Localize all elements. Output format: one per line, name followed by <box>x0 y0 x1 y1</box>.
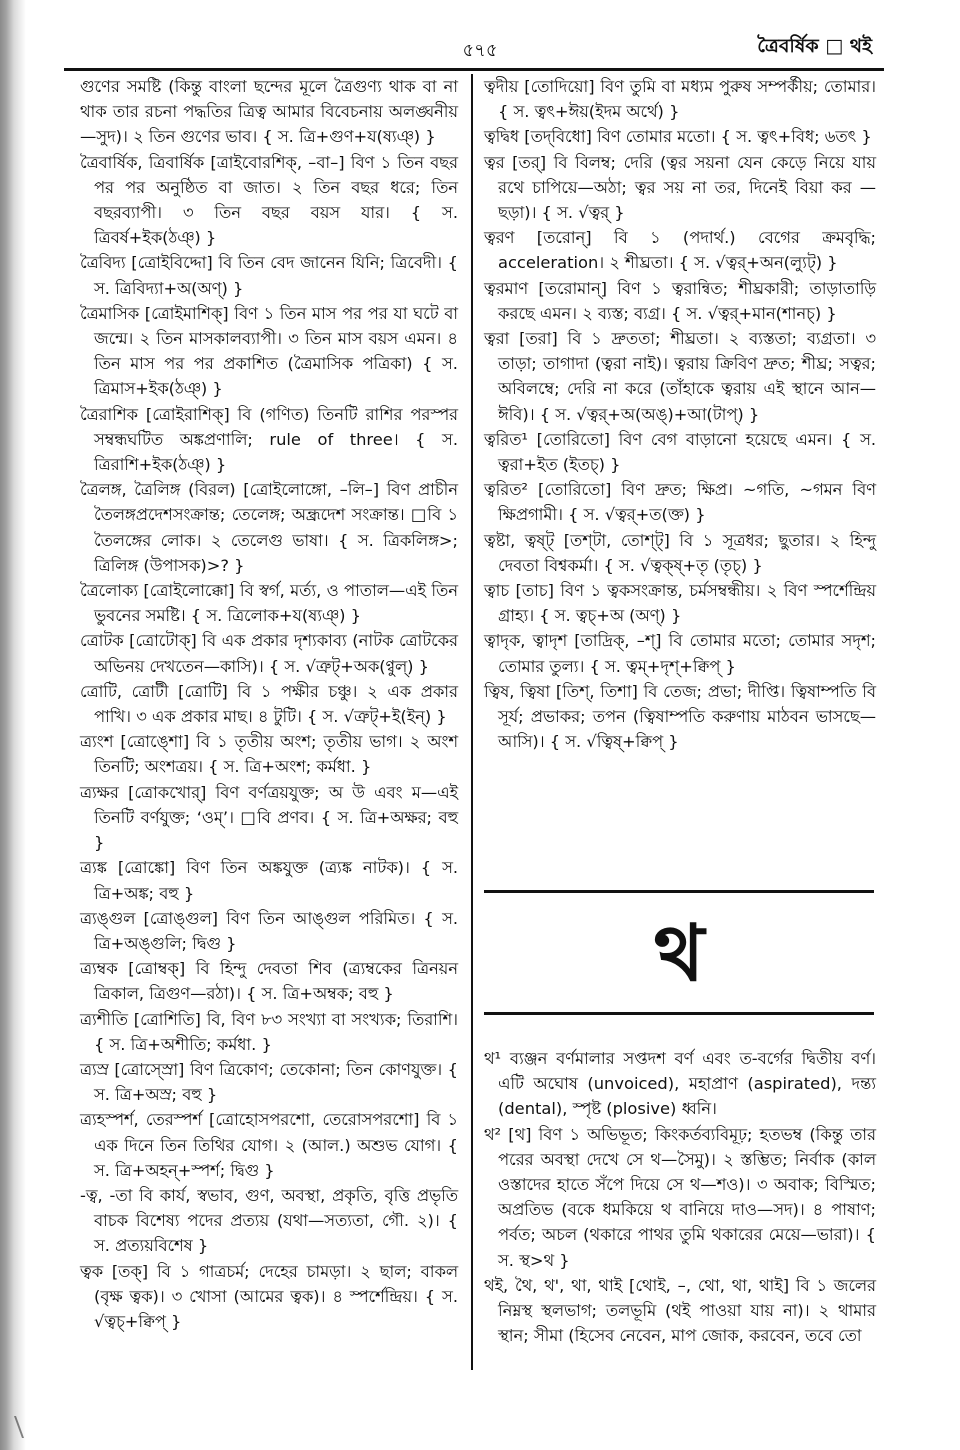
entry: থই, থৈ, থ', থা, থাই [থোই, –, থো, থা, থাই] বি ১ জলের নিম্নস্থ স্থলভাগ; তলভূমি (থই পাওয়া যায় না)। ২ থামার স্থান; সীমা (হিসেব নেবেন, মাপ জোক, করবেন, তবে তো <box>484 1275 876 1346</box>
entry: -ত্ব, -তা বি কার্য, স্বভাব, গুণ, অবস্থা, প্রকৃতি, বৃত্তি প্রভৃতি বাচক বিশেষ্য পদের প্রত্যয় (যথা—সত্যতা, গৌ. ২)। { স. প্রত্যয়বিশেষ } <box>80 1185 458 1256</box>
running-head: ত্রৈবর্ষিক □ থই <box>757 35 872 57</box>
right-column-upper <box>484 74 876 754</box>
entry: ত্বদীয় [তোদিয়ো] বিণ তুমি বা মধ্যম পুরুষ সম্পর্কীয়; তোমার। { স. ত্বৎ+ঈয়(ইদম অর্থে) } <box>484 77 876 122</box>
entry: ত্বরা [তরা] বি ১ দ্রুততা; শীঘ্রতা। ২ ব্যস্ততা; ব্যগ্রতা। ৩ তাড়া; তাগাদা (ত্বরা নাই)। ত্বরায় ক্রিবিণ দ্রুত; শীঘ্র; সত্বর; অবিলম্বে; দেরি না করে (তাঁহাকে ত্বরায় এই স্থানে আন—ঈবি)। { স. √ত্বর্+অ(অঙ্)+আ(টাপ্) } <box>484 329 876 424</box>
entry: ত্র্যশীতি [ত্রোশিতি] বি, বিণ ৮৩ সংখ্যা বা সংখ্যক; তিরাশি। { স. ত্রি+অশীতি; কর্মধা. } <box>80 1009 458 1054</box>
section-rule-top <box>484 890 874 893</box>
entry: ত্রৈবিদ্য [ত্রোইবিদ্দো] বি তিন বেদ জানেন যিনি; ত্রিবেদী। { স. ত্রিবিদ্যা+অ(অণ্) } <box>80 253 458 298</box>
entry: ত্বক [তক্] বি ১ গাত্রচর্ম; দেহের চামড়া। ২ ছাল; বাকল (বৃক্ষ ত্বক)। ৩ খোসা (আমের ত্বক)। ৪ স্পর্শেন্দ্রিয়। { স. √ত্বচ্+ক্বিপ্ } <box>80 1261 458 1331</box>
page-header <box>0 30 960 64</box>
header-rule <box>64 68 884 71</box>
entry: ত্বাচ [তাচ] বিণ ১ ত্বকসংক্রান্ত, চর্মসম্বন্ধীয়। ২ বিণ স্পর্শেন্দ্রিয় গ্রাহ্য। { স. ত্বচ্+অ (অণ্) } <box>484 581 876 626</box>
entry: ত্রৈলোক্য [ত্রোইলোক্কো] বি স্বর্গ, মর্ত্য, ও পাতাল—এই তিন ভুবনের সমষ্টি। { স. ত্রিলোক+য(ষ্যঞ্) } <box>80 581 458 626</box>
entry: ত্বর [তর্] বি বিলম্ব; দেরি (ত্বর সয়না যেন কেড়ে নিয়ে যায় রথে চাপিয়ে—অঠা; ত্বর সয় না তর, দিনেই বিয়া কর —ছড়া)। { স. √ত্বর্ } <box>484 152 876 223</box>
entry: গুণের সমষ্টি (কিন্তু বাংলা ছন্দের মূলে ত্রৈগুণ্য থাক বা না থাক তার রচনা পদ্ধতির ত্রিত্ব আমার বিবেচনায় অলঙ্ঘনীয়—সুদ)। ২ তিন গুণের ভাব। { স. ত্রি+গুণ+য(ষ্যঞ্) } <box>80 77 458 147</box>
entry: ত্রোটক [ত্রোটোক্] বি এক প্রকার দৃশ্যকাব্য (নাটক ত্রোটকের অভিনয় দেখতেন—কাসি)। { স. √ত্রুট্+অক(ণ্বুল্) } <box>80 631 458 676</box>
entry: ত্রৈরাশিক [ত্রোইরাশিক্] বি (গণিত) তিনটি রাশির পরস্পর সম্বন্ধঘটিত অঙ্কপ্রণালি; rule of three। { স. ত্রিরাশি+ইক(ঠঞ্) } <box>80 404 458 475</box>
entry: ত্রৈলঙ্গ, ত্রৈলিঙ্গ (বিরল) [ত্রোইলোঙ্গো, –লি–] বিণ প্রাচীন তৈলঙ্গপ্রদেশসংক্রান্ত; তেলেঙ্গ; অন্ধ্রদেশ সংক্রান্ত। □বি ১ তৈলঙ্গের লোক। ২ তেলেগু ভাষা। { স. ত্রিকলিঙ্গ>; ত্রিলিঙ্গ (উপাসক)>? } <box>80 480 458 575</box>
entry: ত্র্যক্ষর [ত্রোকখোর্] বিণ বর্ণত্রয়যুক্ত; অ উ এবং ম—এই তিনটি বর্ণযুক্ত; ‘ওম্’। □বি প্রণব। { স. ত্রি+অক্ষর; বহু } <box>80 782 458 853</box>
section-letter: থ <box>653 909 705 999</box>
entry: ত্রৈমাসিক [ত্রোইমাশিক্] বিণ ১ তিন মাস পর পর যা ঘটে বা জন্মে। ২ তিন মাসকালব্যাপী। ৩ তিন মাস বয়স এমন। ৪ তিন মাস পর পর প্রকাশিত (ত্রৈমাসিক পত্রিকা) { স. ত্রিমাস+ইক(ঠঞ্) } <box>80 303 458 399</box>
scan-shadow-edge <box>0 0 26 1450</box>
column-divider <box>471 74 473 1370</box>
entry: ত্রৈবার্ষিক, ত্রিবার্ষিক [ত্রাইবোরশিক্, –বা–] বিণ ১ তিন বছর পর পর অনুষ্ঠিত বা জাত। ২ তিন বছর ধরে; তিন বছরব্যাপী। ৩ তিন বছর বয়স যার। { স. ত্রিবর্ষ+ইক(ঠঞ্) } <box>80 152 458 248</box>
entry: ত্বদ্বিধ [তদ্‌বিধো] বিণ তোমার মতো। { স. ত্বৎ+বিধ; ৬তৎ } <box>484 127 872 147</box>
entry: থ¹ ব্যঞ্জন বর্ণমালার সপ্তদশ বর্ণ এবং ত-বর্গের দ্বিতীয় বর্ণ। এটি অঘোষ (unvoiced), মহাপ্রাণ (aspirated), দন্ত্য (dental), স্পৃষ্ট (plosive) ধ্বনি। <box>484 1049 876 1119</box>
entry: ত্বরণ [তরোন্] বি ১ (পদার্থ.) বেগের ক্রমবৃদ্ধি; acceleration। ২ শীঘ্রতা। { স. √ত্বর্+অন(ল্যুট্) } <box>484 228 876 273</box>
entry: ত্র্যহস্পর্শ, তেরস্পর্শ [ত্রোহোসপরশো, তেরোসপরশো] বি ১ এক দিনে তিন তিথির যোগ। ২ (আল.) অশুভ যোগ। { স. ত্রি+অহন্+স্পর্শ; দ্বিগু } <box>80 1110 458 1180</box>
entry: ত্র্যম্বক [ত্রোম্বক্] বি হিন্দু দেবতা শিব (ত্র্যম্বকের ত্রিনয়ন ত্রিকাল, ত্রিগুণ—রঠা)। { স. ত্রি+অম্বক; বহু } <box>80 959 458 1004</box>
left-column <box>80 74 458 1334</box>
right-column-lower <box>484 1046 876 1348</box>
entry: ত্বাদৃক, ত্বাদৃশ [তাদ্রিক্, –শ্] বি তোমার মতো; তোমার সদৃশ; তোমার তুল্য। { স. ত্বম্+দৃশ্+ক্বিপ্ } <box>484 631 876 676</box>
entry: ত্বরিত² [তোরিতো] বিণ দ্রুত; ক্ষিপ্র। ~গতি, ~গমন বিণ ক্ষিপ্রগামী। { স. √ত্বর্+ত(ক্ত) } <box>484 480 876 525</box>
entry: ত্রোটি, ত্রোটী [ত্রোটি] বি ১ পক্ষীর চঞ্চু। ২ এক প্রকার পাখি। ৩ এক প্রকার মাছ। ৪ টুটি। { স. √ত্রুট্+ই(ইন্) } <box>80 681 458 727</box>
section-letter-block <box>484 890 876 1016</box>
entry: থ² [থ] বিণ ১ অভিভূত; কিংকর্তব্যবিমূঢ়; হতভম্ব (কিন্তু তার পরের অবস্থা দেখে সে থ—সৈমু)। ২ স্তম্ভিত; নির্বাক (কাল ওস্তাদের হাতে সঁপে দিয়ে সে থ—শও)। ৩ অবাক; বিস্মিত; অপ্রতিভ (বকে ধমকিয়ে থ বানিয়ে দাও—সদ)। ৪ পাষাণ; পর্বত; অচল (থকারে পাথর তুমি থকারের মেয়ে—ভারা)। { স. স্থ>থ } <box>484 1124 876 1270</box>
page-number: ৫৭৫ <box>462 40 498 61</box>
entry: ত্র্যংশ [ত্রোঙ্শো] বি ১ তৃতীয় অংশ; তৃতীয় ভাগ। ২ অংশ তিনটি; অংশত্রয়। { স. ত্রি+অংশ; কর্মধা. } <box>80 732 458 777</box>
entry: ত্র্যঙ্ক [ত্রোঙ্কো] বিণ তিন অঙ্কযুক্ত (ত্র্যঙ্ক নাটক)। { স. ত্রি+অঙ্ক; বহু } <box>80 858 458 903</box>
entry: ত্বরমাণ [তরোমান্] বিণ ১ ত্বরান্বিত; শীঘ্রকারী; তাড়াতাড়ি করছে এমন। ২ ব্যস্ত; ব্যগ্র। { স. √ত্বর্+মান(শানচ্) } <box>484 278 876 323</box>
section-rule-bottom <box>484 1012 874 1015</box>
entry: ত্বিষ, ত্বিষা [তিশ্, তিশা] বি তেজ; প্রভা; দীপ্তি। ত্বিষাম্পতি বি সূর্য; প্রভাকর; তপন (ত্বিষাম্পতি করুণায় মাঠবন ভাসছে—আসি)। { স. √ত্বিষ্+ক্বিপ্ } <box>484 681 876 752</box>
entry: ত্র্যঙ্গুল [ত্রোঙ্গুল] বিণ তিন আঙ্গুল পরিমিত। { স. ত্রি+অঙ্গুলি; দ্বিগু } <box>80 908 458 953</box>
entry: ত্বষ্টা, ত্বষ্ট্‌ [তশ্‌টা, তোশ্‌ট্] বি ১ সূত্রধর; ছুতার। ২ হিন্দু দেবতা বিশ্বকর্মা। { স. √ত্বক্ষ্+তৃ (তৃচ্) } <box>484 530 876 575</box>
entry: ত্র্যস্র [ত্রোস্স্রো] বিণ ত্রিকোণ; তেকোনা; তিন কোণযুক্ত। { স. ত্রি+অস্র; বহু } <box>80 1059 458 1105</box>
entry: ত্বরিত¹ [তোরিতো] বিণ বেগ বাড়ানো হয়েছে এমন। { স. ত্বরা+ইত (ইতচ্) } <box>484 429 876 475</box>
